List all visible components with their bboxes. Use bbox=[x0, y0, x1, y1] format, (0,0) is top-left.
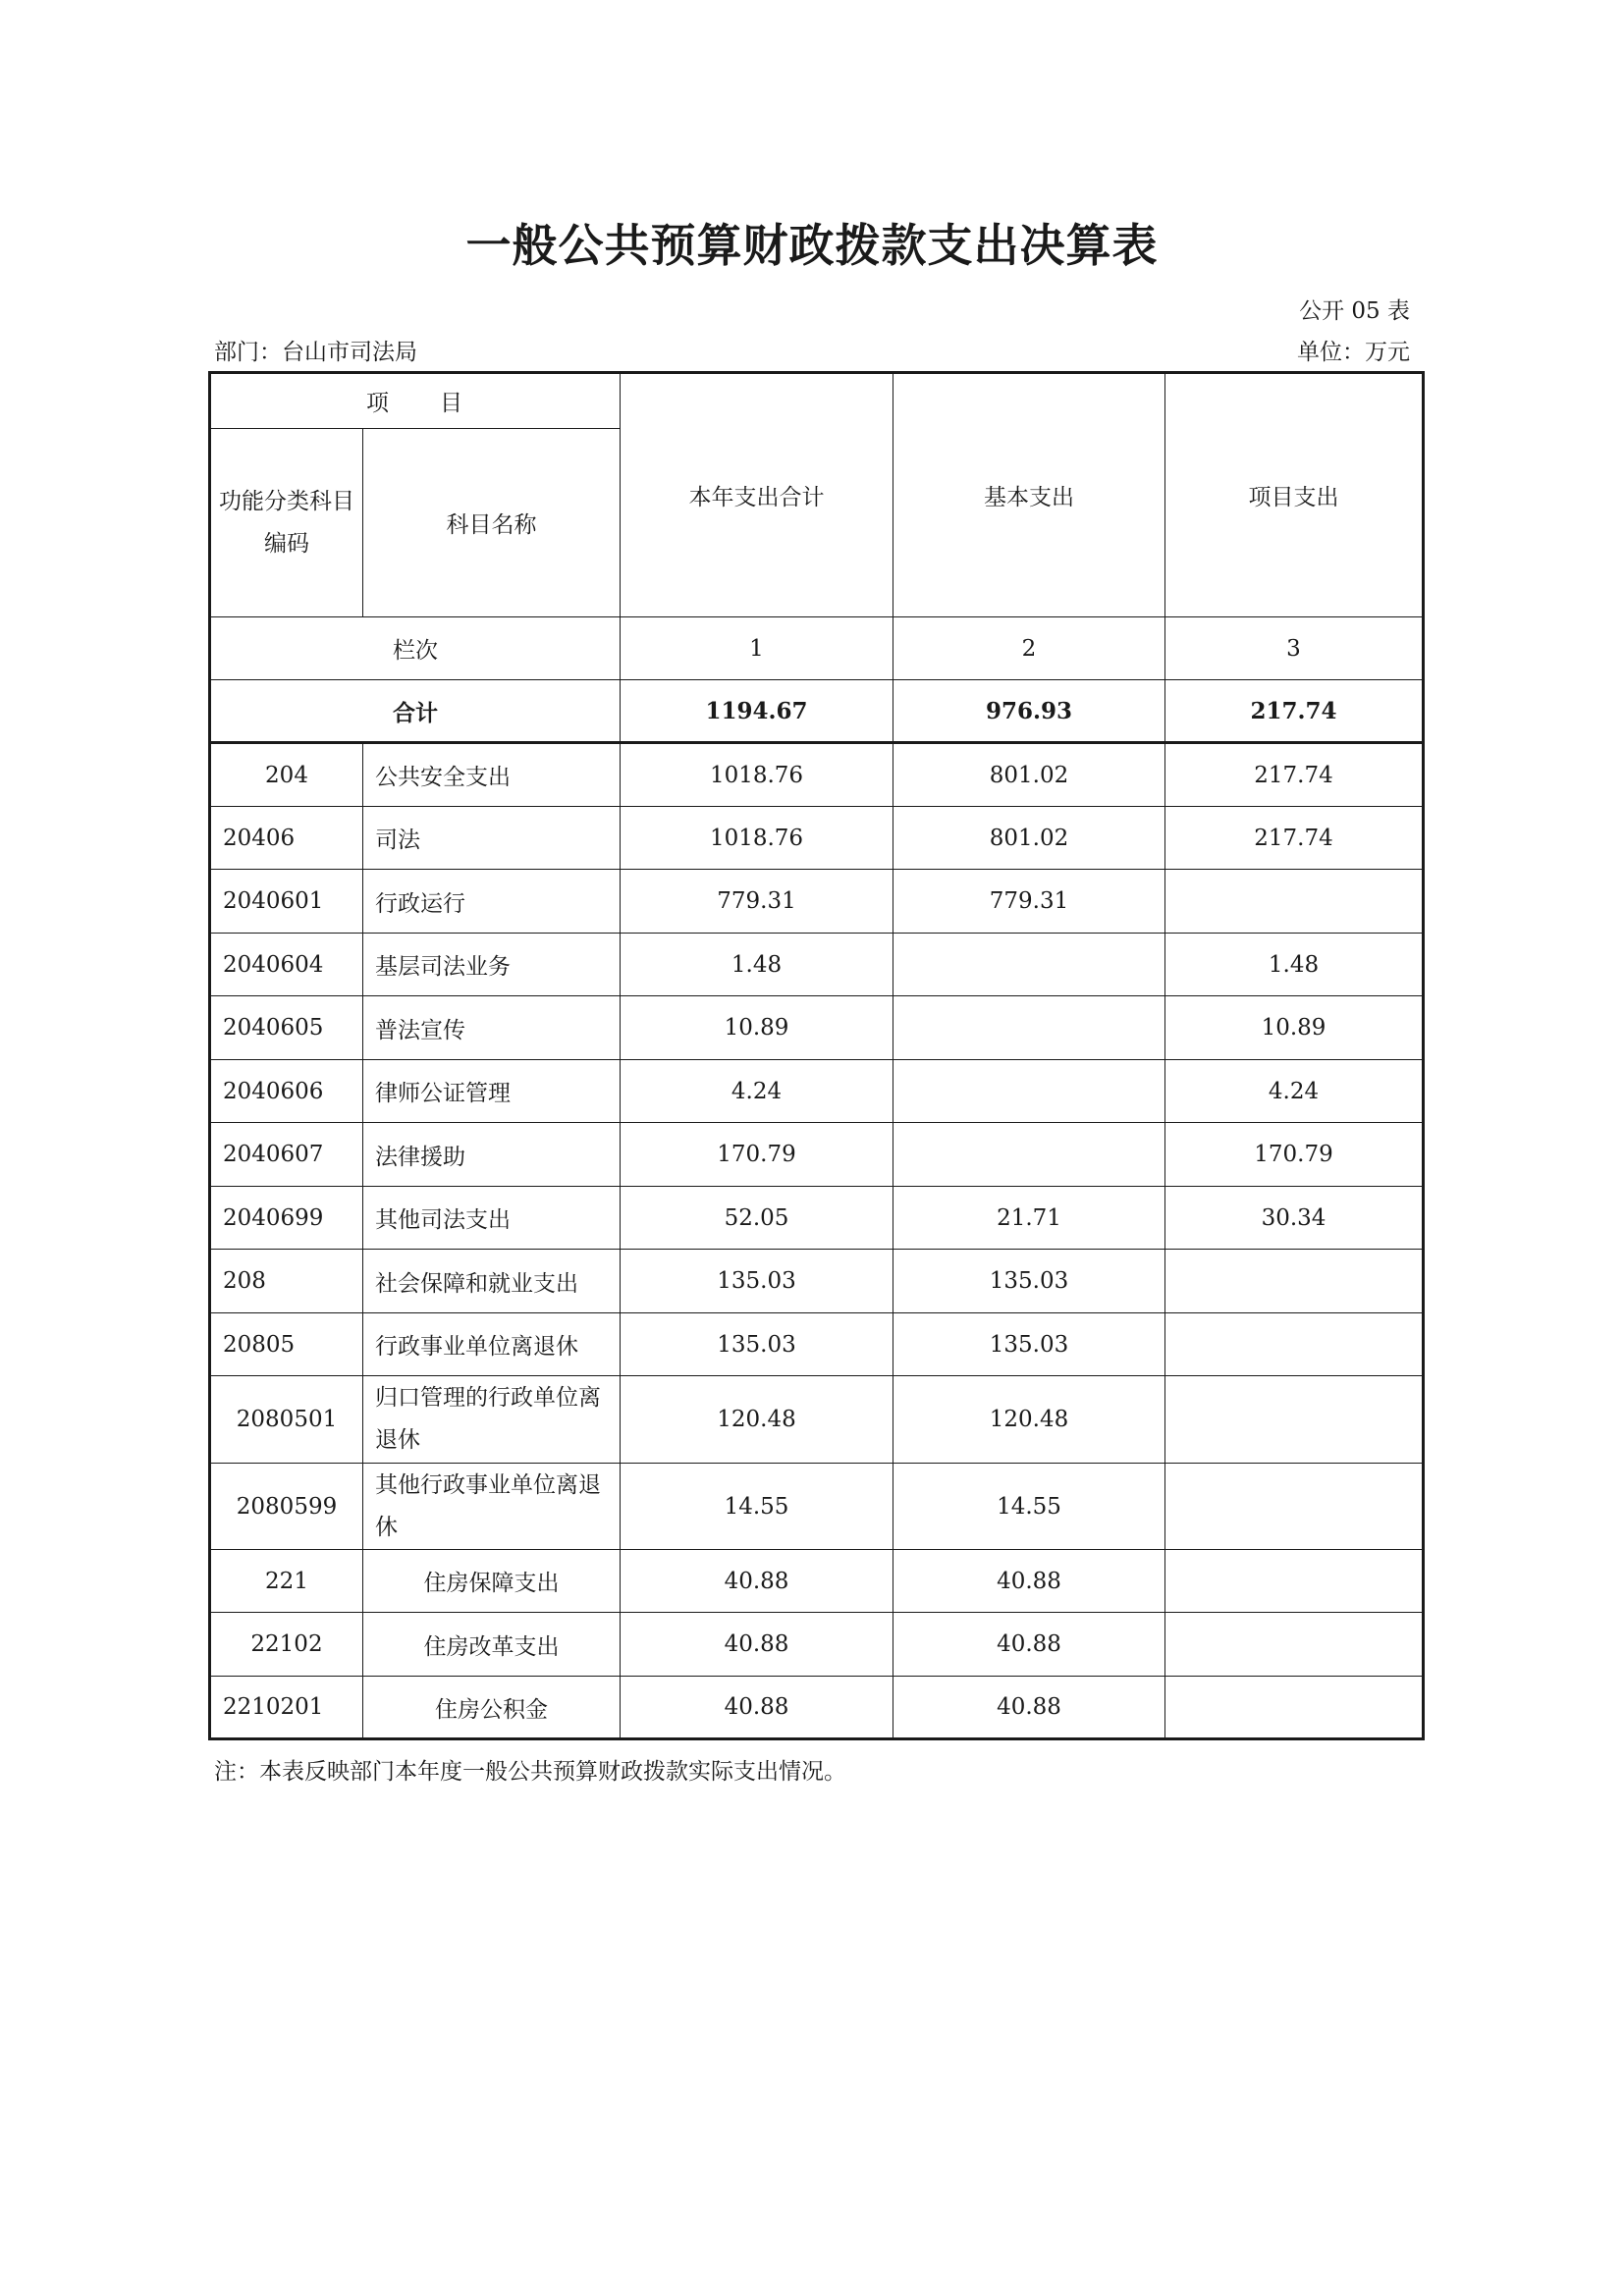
table-row bbox=[210, 1187, 1424, 1250]
row-name: 行政运行 bbox=[363, 870, 621, 934]
row-name: 其他司法支出 bbox=[363, 1187, 621, 1250]
table-row bbox=[210, 1123, 1424, 1187]
row-total: 120.48 bbox=[621, 1376, 893, 1464]
row-project: 10.89 bbox=[1165, 996, 1424, 1060]
row-code: 20406 bbox=[210, 807, 363, 870]
table-row bbox=[210, 1313, 1424, 1376]
table-row bbox=[210, 1376, 1424, 1464]
row-code: 204 bbox=[210, 743, 363, 807]
table-row bbox=[210, 1550, 1424, 1613]
row-basic: 40.88 bbox=[893, 1613, 1165, 1677]
row-basic: 120.48 bbox=[893, 1376, 1165, 1464]
row-code: 22102 bbox=[210, 1613, 363, 1677]
row-name bbox=[363, 1464, 621, 1550]
row-total: 40.88 bbox=[621, 1677, 893, 1739]
footnote: 注：本表反映部门本年度一般公共预算财政拨款实际支出情况。 bbox=[214, 1759, 846, 1785]
row-code: 2080501 bbox=[210, 1376, 363, 1464]
page-title: 一般公共预算财政拨款支出决算表 bbox=[465, 219, 1159, 272]
table-row bbox=[210, 1613, 1424, 1677]
row-total: 170.79 bbox=[621, 1123, 893, 1187]
row-total: 1018.76 bbox=[621, 807, 893, 870]
row-name: 住房改革支出 bbox=[363, 1613, 621, 1677]
table-row bbox=[210, 1250, 1424, 1313]
table-row bbox=[210, 743, 1424, 807]
row-name: 住房保障支出 bbox=[363, 1550, 621, 1613]
row-name-text: 其他行政事业单位离退休 bbox=[375, 1471, 601, 1540]
row-basic: 40.88 bbox=[893, 1677, 1165, 1739]
row-total: 52.05 bbox=[621, 1187, 893, 1250]
row-name: 住房公积金 bbox=[363, 1677, 621, 1739]
row-basic bbox=[893, 1123, 1165, 1187]
total-label: 合计 bbox=[210, 680, 621, 743]
row-name: 法律援助 bbox=[363, 1123, 621, 1187]
column-number-2: 2 bbox=[893, 617, 1165, 680]
table-row bbox=[210, 934, 1424, 996]
row-code: 2040604 bbox=[210, 934, 363, 996]
row-number-label: 栏次 bbox=[210, 617, 621, 680]
column-number-3: 3 bbox=[1165, 617, 1424, 680]
row-basic: 779.31 bbox=[893, 870, 1165, 934]
row-total: 40.88 bbox=[621, 1550, 893, 1613]
row-code: 20805 bbox=[210, 1313, 363, 1376]
header-code bbox=[210, 429, 363, 617]
row-name: 律师公证管理 bbox=[363, 1060, 621, 1123]
row-basic: 801.02 bbox=[893, 807, 1165, 870]
row-project: 30.34 bbox=[1165, 1187, 1424, 1250]
column-number-row bbox=[210, 617, 1424, 680]
row-code: 208 bbox=[210, 1250, 363, 1313]
row-name: 行政事业单位离退休 bbox=[363, 1313, 621, 1376]
row-project bbox=[1165, 1550, 1424, 1613]
row-project bbox=[1165, 870, 1424, 934]
row-project bbox=[1165, 1250, 1424, 1313]
row-basic: 135.03 bbox=[893, 1250, 1165, 1313]
row-project bbox=[1165, 1677, 1424, 1739]
row-project bbox=[1165, 1613, 1424, 1677]
row-project bbox=[1165, 1313, 1424, 1376]
row-basic: 135.03 bbox=[893, 1313, 1165, 1376]
row-total: 4.24 bbox=[621, 1060, 893, 1123]
row-basic: 14.55 bbox=[893, 1464, 1165, 1550]
row-name: 普法宣传 bbox=[363, 996, 621, 1060]
table-row bbox=[210, 1677, 1424, 1739]
row-code: 2040699 bbox=[210, 1187, 363, 1250]
row-name-text: 归口管理的行政单位离退休 bbox=[375, 1385, 601, 1453]
row-project: 217.74 bbox=[1165, 743, 1424, 807]
form-number: 公开 05 表 bbox=[1299, 298, 1410, 324]
row-name: 社会保障和就业支出 bbox=[363, 1250, 621, 1313]
table-row bbox=[210, 870, 1424, 934]
row-project: 217.74 bbox=[1165, 807, 1424, 870]
header-item-group: 项 目 bbox=[210, 373, 621, 429]
row-code: 2040606 bbox=[210, 1060, 363, 1123]
row-project: 170.79 bbox=[1165, 1123, 1424, 1187]
department-label: 部门：台山市司法局 bbox=[214, 340, 417, 365]
row-project bbox=[1165, 1376, 1424, 1464]
row-project: 1.48 bbox=[1165, 934, 1424, 996]
row-total: 10.89 bbox=[621, 996, 893, 1060]
column-number-1: 1 bbox=[621, 617, 893, 680]
expenditure-table bbox=[208, 371, 1425, 1740]
row-basic bbox=[893, 996, 1165, 1060]
total-value: 1194.67 bbox=[621, 680, 893, 743]
table-row bbox=[210, 807, 1424, 870]
row-code: 2210201 bbox=[210, 1677, 363, 1739]
row-basic: 801.02 bbox=[893, 743, 1165, 807]
row-project: 4.24 bbox=[1165, 1060, 1424, 1123]
row-name bbox=[363, 1376, 621, 1464]
total-row bbox=[210, 680, 1424, 743]
row-code: 2040607 bbox=[210, 1123, 363, 1187]
header-code-text: 功能分类科目编码 bbox=[219, 488, 354, 557]
row-name: 司法 bbox=[363, 807, 621, 870]
header-row-1 bbox=[210, 373, 1424, 429]
header-col-basic: 基本支出 bbox=[893, 373, 1165, 617]
table-row bbox=[210, 996, 1424, 1060]
row-name: 公共安全支出 bbox=[363, 743, 621, 807]
header-col-project: 项目支出 bbox=[1165, 373, 1424, 617]
header-col-total: 本年支出合计 bbox=[621, 373, 893, 617]
table-row bbox=[210, 1060, 1424, 1123]
row-code: 221 bbox=[210, 1550, 363, 1613]
row-basic bbox=[893, 934, 1165, 996]
row-total: 135.03 bbox=[621, 1313, 893, 1376]
row-basic: 40.88 bbox=[893, 1550, 1165, 1613]
row-basic: 21.71 bbox=[893, 1187, 1165, 1250]
row-total: 1018.76 bbox=[621, 743, 893, 807]
row-total: 135.03 bbox=[621, 1250, 893, 1313]
row-total: 40.88 bbox=[621, 1613, 893, 1677]
row-code: 2040605 bbox=[210, 996, 363, 1060]
row-total: 1.48 bbox=[621, 934, 893, 996]
row-basic bbox=[893, 1060, 1165, 1123]
row-name: 基层司法业务 bbox=[363, 934, 621, 996]
table-row bbox=[210, 1464, 1424, 1550]
header-name: 科目名称 bbox=[363, 429, 621, 617]
row-project bbox=[1165, 1464, 1424, 1550]
row-code: 2080599 bbox=[210, 1464, 363, 1550]
row-total: 779.31 bbox=[621, 870, 893, 934]
unit-label: 单位：万元 bbox=[1297, 340, 1410, 365]
row-code: 2040601 bbox=[210, 870, 363, 934]
row-total: 14.55 bbox=[621, 1464, 893, 1550]
total-basic: 976.93 bbox=[893, 680, 1165, 743]
total-project: 217.74 bbox=[1165, 680, 1424, 743]
